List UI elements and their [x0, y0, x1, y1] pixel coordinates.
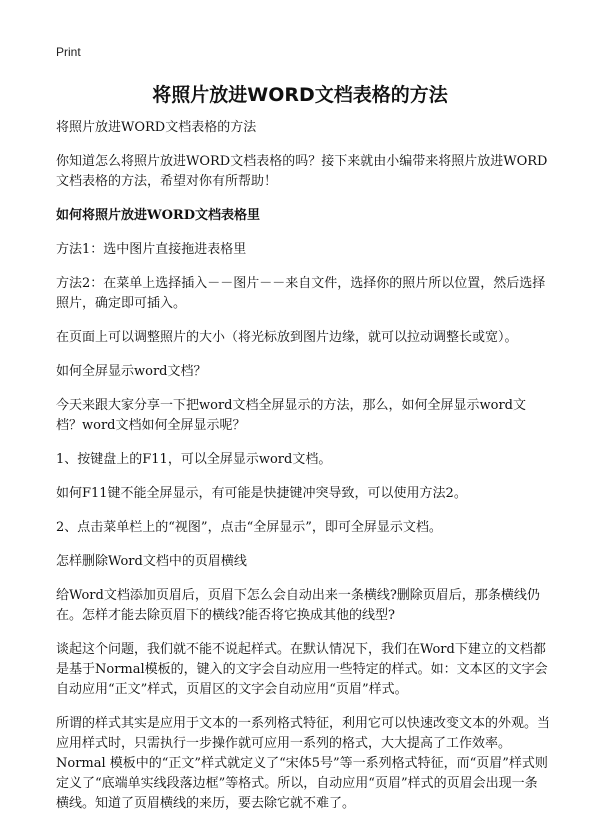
section-heading: 如何将照片放进WORD文档表格里 [56, 208, 261, 223]
paragraph-styles-intro: 谈起这个问题，我们就不能不说起样式。在默认情况下，我们在Word下建立的文档都是基于Normal模板的，键入的文字会自动应用一些特定的样式。如：文本区的文字会自动应用“正文”样式，页眉区的文字会自动应用“页眉”样式。 [56, 642, 548, 697]
paragraph-styles-detail: 所谓的样式其实是应用于文本的一系列格式特征，利用它可以快速改变文本的外观。当应用样式时，只需执行一步操作就可应用一系列的格式，大大提高了工作效率。Normal 模板中的“正文”样式就定义了“宋体5号”等一系列格式特征，而“页眉”样式则定义了“底端单实线段落边框”等格式。所以，自动应用“页眉”样式的页眉会出现一条横线。知道了页眉横线的来历，要去除它就不难了。 [56, 716, 551, 811]
paragraph-intro: 你知道怎么将照片放进WORD文档表格的吗？接下来就由小编带来将照片放进WORD文档表格的方法，希望对你有所帮助！ [56, 154, 548, 189]
document-title: 将照片放进WORD文档表格的方法 [152, 84, 448, 106]
paragraph-method-1: 方法1：选中图片直接拖进表格里 [56, 242, 247, 257]
paragraph-fullscreen-question: 如何全屏显示word文档？ [56, 364, 207, 379]
paragraph-resize: 在页面上可以调整照片的大小（将光标放到图片边缘，就可以拉动调整长或宽）。 [56, 330, 518, 345]
paragraph-f11: 1、按键盘上的F11，可以全屏显示word文档。 [56, 452, 332, 467]
paragraph-f11-conflict: 如何F11键不能全屏显示，有可能是快捷键冲突导致，可以使用方法2。 [56, 486, 467, 501]
paragraph-fullscreen-intro: 今天来跟大家分享一下把word文档全屏显示的方法，那么，如何全屏显示word文档？word文档如何全屏显示呢？ [56, 398, 526, 433]
paragraph-header-line-question: 怎样删除Word文档中的页眉横线 [56, 554, 247, 569]
print-label: Print [56, 45, 81, 59]
paragraph-header-line-problem: 给Word文档添加页眉后，页眉下怎么会自动出来一条横线?删除页眉后，那条横线仍在。怎样才能去除页眉下的横线?能否将它换成其他的线型? [56, 588, 540, 623]
document-body [56, 118, 550, 828]
paragraph-method-2: 方法2：在菜单上选择插入－－图片－－来自文件，选择你的照片所以位置，然后选择照片，确定即可插入。 [56, 276, 546, 311]
paragraph-view-menu: 2、点击菜单栏上的“视图”，点击“全屏显示”，即可全屏显示文档。 [56, 520, 442, 535]
paragraph-subtitle: 将照片放进WORD文档表格的方法 [56, 120, 257, 135]
